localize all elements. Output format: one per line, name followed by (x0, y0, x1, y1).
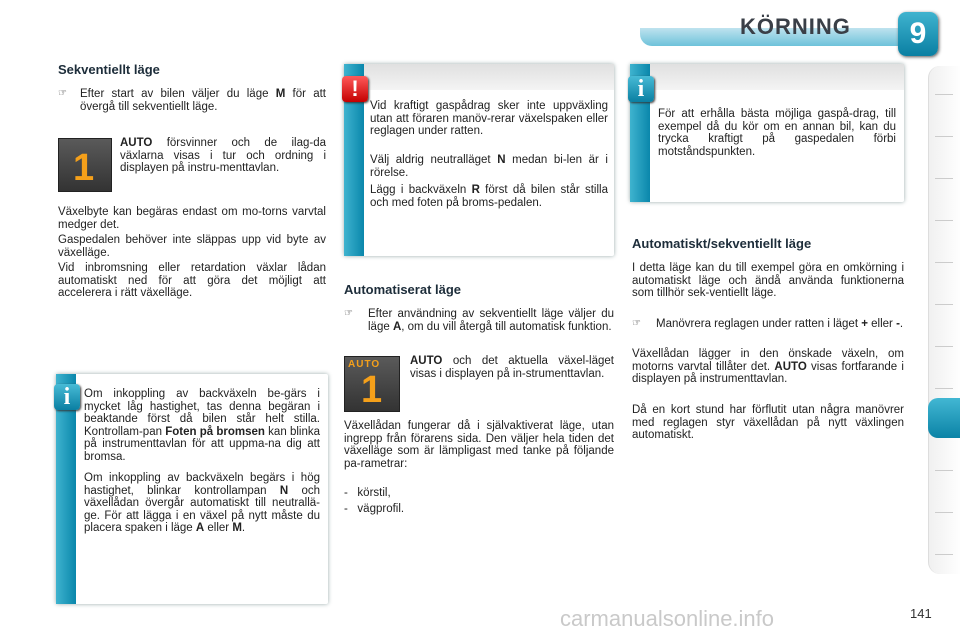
section-heading-automatiserat: Automatiserat läge (344, 282, 462, 297)
chapter-tab-active[interactable] (928, 398, 960, 438)
page-number: 141 (910, 606, 932, 621)
warning-box (344, 64, 614, 256)
chapter-number-badge: 9 (898, 12, 938, 56)
pointing-hand-icon: ☞ (58, 88, 67, 99)
paragraph: Gaspedalen behöver inte släppas upp vid byte av växelläge. (58, 234, 326, 259)
paragraph: Växellådan fungerar då i självaktiverat läge, utan ingrepp från förarens sida. Den väljer hela tiden det växelläge som är lämpligast med tanke på följande pa-rametrar: (344, 420, 614, 470)
warning-icon: ! (342, 76, 368, 102)
warning-paragraph: Vid kraftigt gaspådrag sker inte uppväxling utan att föraren manöv-rerar växelspaken eller reglagen under ratten. (370, 100, 608, 137)
watermark: carmanualsonline.info (560, 606, 775, 631)
info-box-backvaxel (56, 374, 328, 604)
auto-paragraph: AUTO och det aktuella växel-läget visas i displayen på in-strumenttavlan. (410, 355, 614, 380)
chapter-title: KÖRNING (740, 14, 851, 39)
bullet-item: ☞ Manövrera reglagen under ratten i läget + eller -. (632, 318, 904, 330)
info-icon: i (54, 384, 80, 410)
info-icon: i (628, 76, 654, 102)
section-heading-automatiskt-sekventiellt: Automatiskt/sekventiellt läge (632, 236, 812, 251)
warning-paragraph: Välj aldrig neutralläget N medan bi-len är i rörelse. (370, 154, 608, 179)
gear-display-auto: AUTO 1 (344, 356, 400, 412)
chapter-tabs (928, 66, 960, 574)
paragraph: Då en kort stund har förflutit utan några manövrer med reglagen styr växellådan på nytt växlingen automatiskt. (632, 404, 904, 441)
list-item: - vägprofil. (344, 503, 405, 515)
bullet-item: ☞ Efter användning av sekventiellt läge väljer du läge A, om du vill återgå till automatisk funktion. (344, 308, 614, 333)
auto-paragraph: AUTO försvinner och de ilag-da växlarna visas i tur och ordning i displayen på instru-menttavlan. (120, 137, 326, 174)
info-paragraph: Om inkoppling av backväxeln be-gärs i mycket låg hastighet, tas denna begäran i beaktande först då bilen står helt stilla. Kontrollam-pan Foten på bromsen kan blinka på instrumenttavlan för att uppma-na dig att bromsa. (84, 388, 320, 463)
paragraph: Vid inbromsning eller retardation växlar lådan automatiskt ned för att göra det möjligt att accelerera i rätt växelläge. (58, 262, 326, 299)
gear-display-m: 1 (58, 138, 112, 192)
warning-paragraph: Lägg i backväxeln R först då bilen står stilla och med foten på broms-pedalen. (370, 184, 608, 209)
info-paragraph: Om inkoppling av backväxeln begärs i hög hastighet, blinkar kontrollampan N och växellådan övergår automatiskt till neutrallä-ge. För att lägga i en växel på nytt måste du placera spaken i läge A eller M. (84, 472, 320, 534)
section-heading-sekventiellt: Sekventiellt läge (58, 62, 160, 77)
list-item: - körstil, (344, 487, 391, 499)
info-box-gaspadrag (630, 64, 904, 202)
paragraph: I detta läge kan du till exempel göra en omkörning i automatiskt läge och ändå använda funktionerna som tillhör sek-ventiellt läge. (632, 262, 904, 299)
bullet-item: ☞ Efter start av bilen väljer du läge M för att övergå till sekventiellt läge. (58, 88, 326, 113)
info-paragraph: För att erhålla bästa möjliga gaspå-drag, till exempel då du kör om en annan bil, kan du trycka kraftigt på gaspedalen förbi motståndspunkten. (658, 108, 896, 158)
paragraph: Växelbyte kan begäras endast om mo-torns varvtal medger det. (58, 206, 326, 231)
pointing-hand-icon: ☞ (344, 308, 353, 319)
paragraph: Växellådan lägger in den önskade växeln, om motorns varvtal tillåter det. AUTO visas fortfarande i displayen på instrumenttavlan. (632, 348, 904, 385)
pointing-hand-icon: ☞ (632, 318, 641, 329)
